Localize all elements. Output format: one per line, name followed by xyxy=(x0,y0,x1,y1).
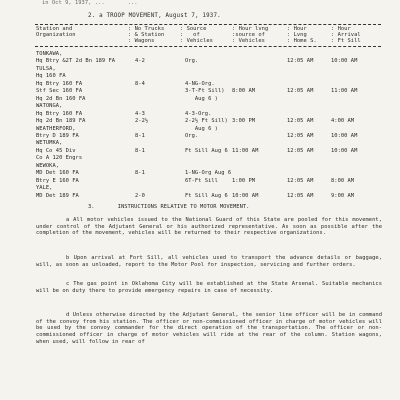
cell-station: Btry D 189 FA xyxy=(36,132,79,139)
cell-trucks: 2-2½ xyxy=(135,118,149,125)
cell-station: WEWOKA, xyxy=(36,162,60,169)
cell-station: MD Det 160 FA xyxy=(36,170,79,177)
cell-source: Org. xyxy=(185,132,199,139)
paragraph-c: c The gas point in Oklahoma City will be established at the State Arsenal. Suitable mechanics will be on duty there to provide emergency repairs in case of necessity. xyxy=(36,281,382,294)
cell-station: Hq 2d Bn 189 FA xyxy=(36,118,86,125)
cell-hour-home: 12:05 AM xyxy=(287,192,314,199)
header-arrival-3: : Ft Sill xyxy=(331,38,361,44)
cell-trucks: 8-1 xyxy=(135,147,145,154)
cell-station: WEATHERFORD, xyxy=(36,125,76,132)
cell-hour-home: 12:05 AM xyxy=(287,58,314,65)
cell-source: 6T-Ft Sill xyxy=(185,177,218,184)
cell-trucks: 8-1 xyxy=(135,170,145,177)
section-heading: 3. INSTRUCTIONS RELATIVE TO MOTOR MOVEMENT. xyxy=(88,204,250,210)
paragraph-b: b Upon arrival at Fort Sill, all vehicles used to transport the advance details or baggage, will, as soon as unloaded, report to the Motor Pool for inspection, servicing and further orders. xyxy=(36,255,382,268)
cell-source: Ft Sill Aug 6 xyxy=(185,192,228,199)
header-source-2: : of xyxy=(180,32,200,38)
cell-hour-home: 12:05 AM xyxy=(287,147,314,154)
cell-hour-home: 12:05 AM xyxy=(287,177,314,184)
paragraph-d: d Unless otherwise directed by the Adjutant General, the senior line officer will be in command of the convoy from his station. The officer or non-commissioned officer in charge of motor vehicles will be used by the convoy commander for the direct operation of the transportation. The officer or non-commissioned officer in charge of motor vehicles will ride at the rear of the column. Station wagons, when used, will follow in rear of xyxy=(36,312,382,345)
cell-trucks: 8-4 xyxy=(135,80,145,87)
header-trucks-2: : & Station xyxy=(128,32,165,38)
header-hour-home-3: : Home S. xyxy=(287,38,317,44)
table-top-rule xyxy=(35,24,381,25)
cell-arrival: 10:00 AM xyxy=(331,147,358,154)
header-arrival-2: : Arrival xyxy=(331,32,361,38)
cell-station: TONKAWA, xyxy=(36,51,63,57)
cell-arrival: 10:00 AM xyxy=(331,132,358,139)
cell-station: WATONGA, xyxy=(36,103,63,110)
cell-station: Hq 160 FA xyxy=(36,73,66,80)
header-hour-home-1: : Hour xyxy=(287,26,307,32)
cell-arrival: 10:00 AM xyxy=(331,58,358,65)
cell-trucks: 4-3 xyxy=(135,110,145,117)
cell-hour-home: 12:05 AM xyxy=(287,132,314,139)
header-hour-home-2: : Lvng xyxy=(287,32,307,38)
header-trucks-3: : Wagons xyxy=(128,38,155,44)
header-trucks-1: : No Trucks xyxy=(128,26,165,32)
cell-station: WETUMKA, xyxy=(36,140,63,147)
document-title: 2. a TROOP MOVEMENT, August 7, 1937. xyxy=(88,13,221,19)
cell-trucks: 8-1 xyxy=(135,132,145,139)
header-source-1: : Source xyxy=(180,26,207,32)
cell-station: TULSA, xyxy=(36,65,56,72)
cell-station: YALE, xyxy=(36,185,53,192)
cell-station: Btry E 160 FA xyxy=(36,177,79,184)
cell-hour-source: 11:00 AM xyxy=(232,147,259,154)
cell-station: Hq Btry 160 FA xyxy=(36,80,83,87)
cell-hour-home: 12:05 AM xyxy=(287,118,314,125)
cell-arrival: 4:00 AM xyxy=(331,118,355,125)
table-header-rule xyxy=(35,46,381,47)
header-station-2: Organization xyxy=(36,32,76,38)
header-station-1: Station and xyxy=(36,26,73,32)
cell-hour-source: 10:00 AM xyxy=(232,192,259,199)
cell-arrival: 9:00 AM xyxy=(331,192,355,199)
header-hour-source-1: : Hour lvng xyxy=(232,26,269,32)
cell-source: 3-T-Ft Sill) xyxy=(185,88,225,95)
cell-hour-source: 1:00 PM xyxy=(232,177,256,184)
cell-source: Ft Sill Aug 6 xyxy=(185,147,228,154)
cell-hour-source: 8:00 AM xyxy=(232,88,256,95)
cell-source: 2-2½ Ft Sill) xyxy=(185,118,228,125)
cell-source: 4-NG-Org. xyxy=(185,80,215,87)
cell-source: Aug 6 ) xyxy=(185,125,218,132)
cell-hour-home: 12:05 AM xyxy=(287,88,314,95)
cell-arrival: 11:00 AM xyxy=(331,88,358,95)
cell-trucks: 4-2 xyxy=(135,58,145,65)
cell-source: Aug 6 ) xyxy=(185,95,218,102)
cell-source: 4-3-Org. xyxy=(185,110,212,117)
cell-arrival: 8:00 AM xyxy=(331,177,355,184)
cell-trucks: 2-0 xyxy=(135,192,145,199)
cell-hour-source: 3:00 PM xyxy=(232,118,256,125)
cell-station: Hq Btry 160 FA xyxy=(36,110,83,117)
cell-station: MD Det 189 FA xyxy=(36,192,79,199)
cell-station: Co A 120 Engrs xyxy=(36,155,83,162)
cell-station: Hq 2d Bn 160 FA xyxy=(36,95,86,102)
cell-source: 1-NG-Org Aug 6 xyxy=(185,170,232,177)
cell-station: Stf Sec 160 FA xyxy=(36,88,83,95)
header-source-3: : Vehicles xyxy=(180,38,213,44)
cell-station: Hq Co 45 Div xyxy=(36,147,76,154)
paragraph-a: a All motor vehicles issued to the National Guard of this State are pooled for this movement, under control of the Adjutant General or his authorized representative. As soon as possible after the completion of the movement, vehicles will be returned to their respective organizations. xyxy=(36,217,382,237)
header-hour-source-2: :source of xyxy=(232,32,265,38)
header-hour-source-3: : Vehicles xyxy=(232,38,265,44)
header-arrival-1: : Hour xyxy=(331,26,351,32)
cut-off-header-line: in Oct 9, 1937, ... ... xyxy=(42,0,138,6)
cell-source: Org. xyxy=(185,58,199,65)
cell-station: Hq Btry &2T 2d Bn 189 FA xyxy=(36,58,116,65)
